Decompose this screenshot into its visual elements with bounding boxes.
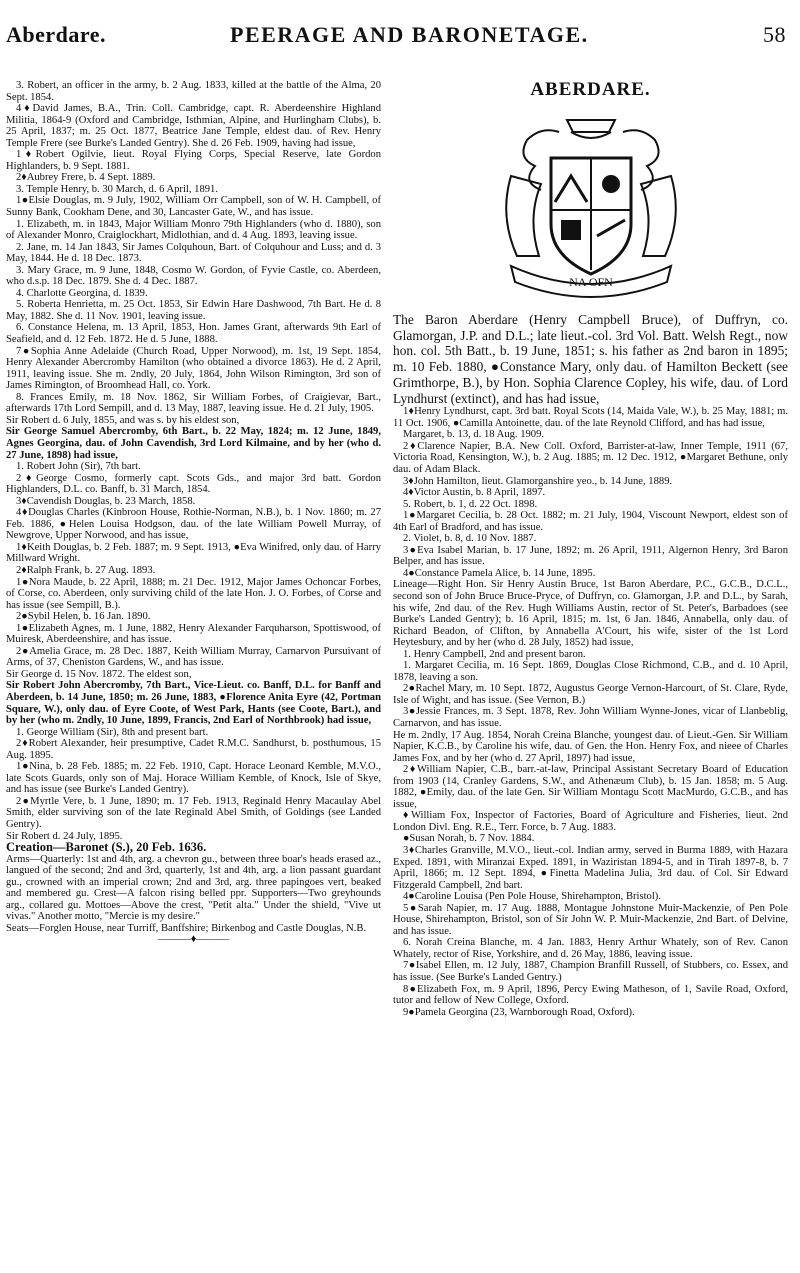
entry: 1. Margaret Cecilia, m. 16 Sept. 1869, Douglas Close Richmond, C.B., and d. 10 April, 1878, leaving a son. <box>393 660 788 683</box>
entry: 1. Elizabeth, m. in 1843, Major William Monro 79th Highlanders (who d. 1880), son of Alexander Monro, Craiglockhart, Midlothian, and d. 4 Aug. 1893, leaving issue. <box>6 218 381 242</box>
lineage-entry: Lineage—Right Hon. Sir Henry Austin Bruce, 1st Baron Aberdare, P.C., G.C.B., D.C.L., second son of John Bruce Bruce-Pryce, of Duffryn, co. Glamorgan, J.P. and D.L., by Sarah, his wife, 2nd dau. of the Rev. Hugh Williams Austin, rector of St. Peter's, Barbadoes (see Burke's Landed Gentry); b. 16 April, 1815; m. 1st, 6 Jan. 1846, Annabella, only dau. of Richard Beadon, of Clifton, by Annabella A'Court, his wife, sister of the 1st Lord Heytesbury, and by her (who d. 28 July, 1852) had issue, <box>393 579 788 649</box>
entry: 2●Sybil Helen, b. 16 Jan. 1890. <box>16 611 151 623</box>
entry: He m. 2ndly, 17 Aug. 1854, Norah Creina Blanche, youngest dau. of Lieut.-Gen. Sir William Napier, K.C.B., by Caroline his wife, dau. of Gen. the Hon. Henry Fox, and nieee of Charles James Fox, and by her (who d. 27 April, 1897) had issue, <box>393 729 788 764</box>
entry: 1. George William (Sir), 8th and present bart. <box>16 726 209 738</box>
creation-line: Creation—Baronet (S.), 20 Feb. 1636. <box>6 840 207 855</box>
entry: 8●Elizabeth Fox, m. 9 April, 1896, Percy Ewing Matheson, of 1, Savile Road, Oxford, tutor and fellow of New College, Oxford. <box>393 983 788 1007</box>
entry: 2●Myrtle Vere, b. 1 June, 1890; m. 17 Feb. 1913, Reginald Henry Macaulay Abel Smith, elder surviving son of the late Reginald Abel Smith, of Goldings (see Landed Gentry). <box>6 795 381 830</box>
page-header <box>0 0 800 56</box>
entry: 5●Sarah Napier, m. 17 Aug. 1888, Montague Johnstone Muir-Mackenzie, of Pen Pole House, Shirehampton, Bristol, son of Sir John W. P. Muir-Mackenzie, 2nd Bart. of Delvine, and has issue. <box>393 902 788 937</box>
entry: 4●Constance Pamela Alice, b. 14 June, 1895. <box>403 567 596 579</box>
entry: 3. Mary Grace, m. 9 June, 1848, Cosmo W. Gordon, of Fyvie Castle, co. Aberdeen, who d.s.p. 18 Dec. 1879. She d. 4 Dec. 1887. <box>6 264 381 288</box>
entry: Sir Robert d. 24 July, 1895. <box>6 830 123 842</box>
entry: 6. Constance Helena, m. 13 April, 1853, Hon. James Grant, afterwards 9th Earl of Seafield, and d. 12 Feb. 1872. He d. 5 June, 1888. <box>6 322 381 346</box>
running-head-left: Aberdare. <box>6 22 107 47</box>
entry: 5. Roberta Henrietta, m. 25 Oct. 1853, Sir Edwin Hare Dashwood, 7th Bart. He d. 8 May, 1882. She d. 11 Nov. 1901, leaving issue. <box>6 299 381 322</box>
entry: 3●Jessie Frances, m. 3 Sept. 1878, Rev. John William Wynne-Jones, vicar of Llanbeblig, Carnarvon, and has issue. <box>393 706 788 729</box>
entry: 2♦Clarence Napier, B.A. New Coll. Oxford, Barrister-at-law, Inner Temple, 1911 (67, Victoria Road, Kensington, W.), b. 2 Aug. 1885; m. 12 Dec. 1912, ●Margaret Bethune, only dau. of Adam Black. <box>393 440 788 475</box>
entry: 1♦Robert Ogilvie, lieut. Royal Flying Corps, Special Reserve, late Gordon Highlanders, b. 9 Sept. 1881. <box>6 149 381 172</box>
entry: 1. Henry Campbell, 2nd and present baron. <box>403 648 586 660</box>
entry: 2♦George Cosmo, formerly capt. Scots Gds., and major 3rd batt. Gordon Highlanders, D.L. co. Banff, b. 31 March, 1854. <box>6 472 381 496</box>
baronet-entry: Sir Robert John Abercromby, 7th Bart., Vice-Lieut. co. Banff, D.L. for Banff and Aberdeen, b. 14 June, 1850; m. 26 June, 1883, ●Florence Anita Eyre (42, Portman Square, W.), only dau. of Eyre Coote, of West Park, Hants (see Coote, Bart.), and by her (who m. 2ndly, 10 June, 1899, Francis, 2nd Earl of Northbrook) had issue, <box>6 680 381 727</box>
entry: 9●Pamela Georgina (23, Warnborough Road, Oxford). <box>403 1006 635 1018</box>
entry: Sir Robert d. 6 July, 1855, and was s. by his eldest son, <box>6 414 240 426</box>
entry: 7●Isabel Ellen, m. 12 July, 1887, Champion Branfill Russell, of Stubbers, co. Essex, and has issue. (See Burke's Landed Gentry.) <box>393 960 788 984</box>
entry: 2♦Robert Alexander, heir presumptive, Cadet R.M.C. Sandhurst, b. posthumous, 15 Aug. 1895. <box>6 738 381 761</box>
entry: 8. Frances Emily, m. 18 Nov. 1862, Sir William Forbes, of Craigievar, Bart., afterwards 17th Lord Sempill, and d. 13 May, 1887, leaving issue. He d. 21 July, 1905. <box>6 391 381 415</box>
entry: 4♦David James, B.A., Trin. Coll. Cambridge, capt. R. Aberdeenshire Highland Militia, 1864-9 (Oxford and Cambridge, Isthmian, Alpine, and Hurlingham Clubs), b. 25 April, 1837; m. 25 Oct. 1877, Beatrice Jane Temple, eldest dau. of Rev. Henry Temple Frere (see Burke's Landed Gentry). She d. 26 Feb. 1909, having had issue, <box>6 103 381 149</box>
title-holder-entry: The Baron Aberdare (Henry Campbell Bruce), of Duffryn, co. Glamorgan, J.P. and D.L.; late lieut.-col. 3rd Vol. Batt. Welsh Regt., now hon. col. 5th Batt., b. 19 June, 1851; s. his father as 2nd baron in 1895; m. 10 Feb. 1880, ●Constance Mary, only dau. of Hamilton Beckett (see Grimthorpe, B.), by Hon. Sophia Clarence Copley, his wife, dau. of Lord Lyndhurst (extinct), and has had issue, <box>393 312 788 406</box>
entry: 3♦Charles Granville, M.V.O., lieut.-col. Indian army, served in Burma 1889, with Hazara Exped. 1891, with Miranzai Exped. 1891, in Waziristan 1894-5, and in Tirah 1897-8, b. 7 April, 1866; m. 12 Sept. 1894, ●Finetta Madelina Julia, 3rd dau. of Col. Sir Edward Fitzgerald Campbell, 2nd bart. <box>393 845 788 891</box>
entry: 3●Eva Isabel Marian, b. 17 June, 1892; m. 26 April, 1911, Algernon Henry, 3rd Baron Belper, and has issue. <box>393 544 788 568</box>
page-number: 58 <box>763 22 786 47</box>
entry: 1♦Keith Douglas, b. 2 Feb. 1887; m. 9 Sept. 1913, ●Eva Winifred, only dau. of Harry Millward Wright. <box>6 541 381 565</box>
arms-motto: NA OFN <box>568 275 613 289</box>
running-head-center: PEERAGE AND BARONETAGE. <box>230 22 589 47</box>
entry: 5. Robert, b. 1, d. 22 Oct. 1898. <box>403 498 538 510</box>
entry: 2. Violet, b. 8, d. 10 Nov. 1887. <box>403 533 537 545</box>
entry: 4●Caroline Louisa (Pen Pole House, Shirehampton, Bristol). <box>403 891 661 903</box>
entry: 1●Margaret Cecilia, b. 28 Oct. 1882; m. 21 July, 1904, Viscount Newport, eldest son of 4th Earl of Bradford, and has issue. <box>393 510 788 533</box>
section-divider: ———♦——— <box>157 933 230 946</box>
peerage-title: ABERDARE. <box>530 79 651 100</box>
entry: 2♦William Napier, C.B., barr.-at-law, Principal Assistant Secretary Board of Education from 1903 (14, Cranley Gardens, S.W., and Athenæum Club), b. 15 Jan. 1858; m. 5 Aug. 1882, ●Emily, dau. of the late Gen. Sir William Montagu Scott MacMurdo, G.C.B., and has issue, <box>393 764 788 810</box>
entry: 2♦Ralph Frank, b. 27 Aug. 1893. <box>16 564 156 576</box>
entry: 3. Temple Henry, b. 30 March, d. 6 April, 1891. <box>16 183 218 195</box>
entry: 1●Elizabeth Agnes, m. 1 June, 1882, Henry Alexander Farquharson, Spottiswood, of Muiresk, Aberdeenshire, and has issue. <box>6 622 381 646</box>
entry: 1●Elsie Douglas, m. 9 July, 1902, William Orr Campbell, son of W. H. Campbell, of Sunny Bank, Cookham Dene, and 30, Lancaster Gate, W., and has issue. <box>6 195 381 219</box>
entry: 3♦Cavendish Douglas, b. 23 March, 1858. <box>16 495 196 507</box>
baronet-entry: Sir George Samuel Abercromby, 6th Bart., b. 22 May, 1824; m. 12 June, 1849, Agnes Georgina, dau. of John Cavendish, 3rd Lord Kilmaine, and by her (who d. 27 June, 1898) had issue, <box>6 426 381 461</box>
entry: 2♦Aubrey Frere, b. 4 Sept. 1889. <box>16 172 156 184</box>
entry: Margaret, b. 13, d. 18 Aug. 1909. <box>403 429 545 441</box>
entry: ●Susan Norah, b. 7 Nov. 1884. <box>403 833 535 845</box>
entry: 4♦Douglas Charles (Kinbroon House, Rothie-Norman, N.B.), b. 1 Nov. 1860; m. 27 Feb. 1886, ●Helen Louisa Hodgson, dau. of the late William Powell Murray, of Newgrove, Upper Norwood, and has issue, <box>6 507 381 542</box>
entry: 4. Charlotte Georgina, d. 1839. <box>16 287 148 299</box>
entry: 3. Robert, an officer in the army, b. 2 Aug. 1833, killed at the battle of the Alma, 20 Sept. 1854. <box>6 80 381 103</box>
left-column <box>6 80 381 946</box>
entry: 1. Robert John (Sir), 7th bart. <box>16 461 141 473</box>
entry: 4♦Victor Austin, b. 8 April, 1897. <box>403 487 546 499</box>
entry: 1●Nina, b. 28 Feb. 1885; m. 22 Feb. 1910, Capt. Horace Leonard Kemble, M.V.O., late Scots Guards, only son of Maj. Horace William Kemble, of Knock, Isle of Skye, and has issue (see Burke's Landed Gentry). <box>6 761 381 796</box>
right-column <box>393 80 788 1018</box>
entry: 1●Nora Maude, b. 22 April, 1888; m. 21 Dec. 1912, Major James Ochoncar Forbes, of Corse, co. Aberdeen, only surviving child of the late Hon. J. O. Forbes, of Corse and has issue (see Sempill, B.). <box>6 576 381 611</box>
entry: 7●Sophia Anne Adelaide (Church Road, Upper Norwood), m. 1st, 19 Sept. 1854, Henry Alexander Abercromby Hamilton (who obtained a divorce 1863). He d. 2 April, 1911, leaving issue. She m. 2ndly, 20 July, 1864, John Wilson Rimington, 3rd son of James Rimington, of Broomhead Hall, co. York. <box>6 345 381 392</box>
entry: ♦William Fox, Inspector of Factories, Board of Agriculture and Fisheries, lieut. 2nd London Divl. Eng. R.E., Terr. Force, b. 7 Aug. 1883. <box>393 810 788 833</box>
entry: 6. Norah Creina Blanche, m. 4 Jan. 1883, Henry Arthur Whately, son of Rev. Canon Whately, rector of Rise, Yorkshire, and d. 26 May, 1886, leaving issue. <box>393 937 788 960</box>
seats-line: Seats—Forglen House, near Turriff, Banffshire; Birkenbog and Castle Douglas, N.B. <box>6 922 367 934</box>
entry: 2●Rachel Mary, m. 10 Sept. 1872, Augustus George Vernon-Harcourt, of St. Clare, Ryde, Isle of Wight, and has issue. (See Vernon, B.) <box>393 683 788 706</box>
entry: Sir George d. 15 Nov. 1872. The eldest son, <box>6 668 192 680</box>
coat-of-arms-icon <box>481 106 701 306</box>
entry: 1♦Henry Lyndhurst, capt. 3rd batt. Royal Scots (14, Maida Vale, W.), b. 25 May, 1881; m. 11 Oct. 1906, ●Camilla Antoinette, dau. of the late Reynold Clifford, and has had issue, <box>393 406 788 429</box>
arms-blazon: Arms—Quarterly: 1st and 4th, arg. a chevron gu., between three boar's heads erased az., langued of the second; 2nd and 3rd, quarterly, 1st and 4th, arg. a lion passant guardant gu., crowned with an imperial crown; 2nd and 3rd, arg. three papingoes vert, beaked and membered gu. Crest—A falcon rising belled ppr. Supporters—Two greyhounds arg., collared gu. Mottoes—Above the crest, "Petit alta." Under the shield, "Vive ut vivas." Another motto, "Mercie is my desire." <box>6 853 381 923</box>
entry: 3♦John Hamilton, lieut. Glamorganshire yeo., b. 14 June, 1889. <box>403 475 673 487</box>
entry: 2●Amelia Grace, m. 28 Dec. 1887, Keith William Murray, Carnarvon Pursuivant of Arms, of 37, Cheniston Gardens, W., and has issue. <box>6 645 381 669</box>
entry: 2. Jane, m. 14 Jan 1843, Sir James Colquhoun, Bart. of Colquhour and Luss; and d. 3 May, 1844. He d. 18 Dec. 1873. <box>6 241 381 265</box>
